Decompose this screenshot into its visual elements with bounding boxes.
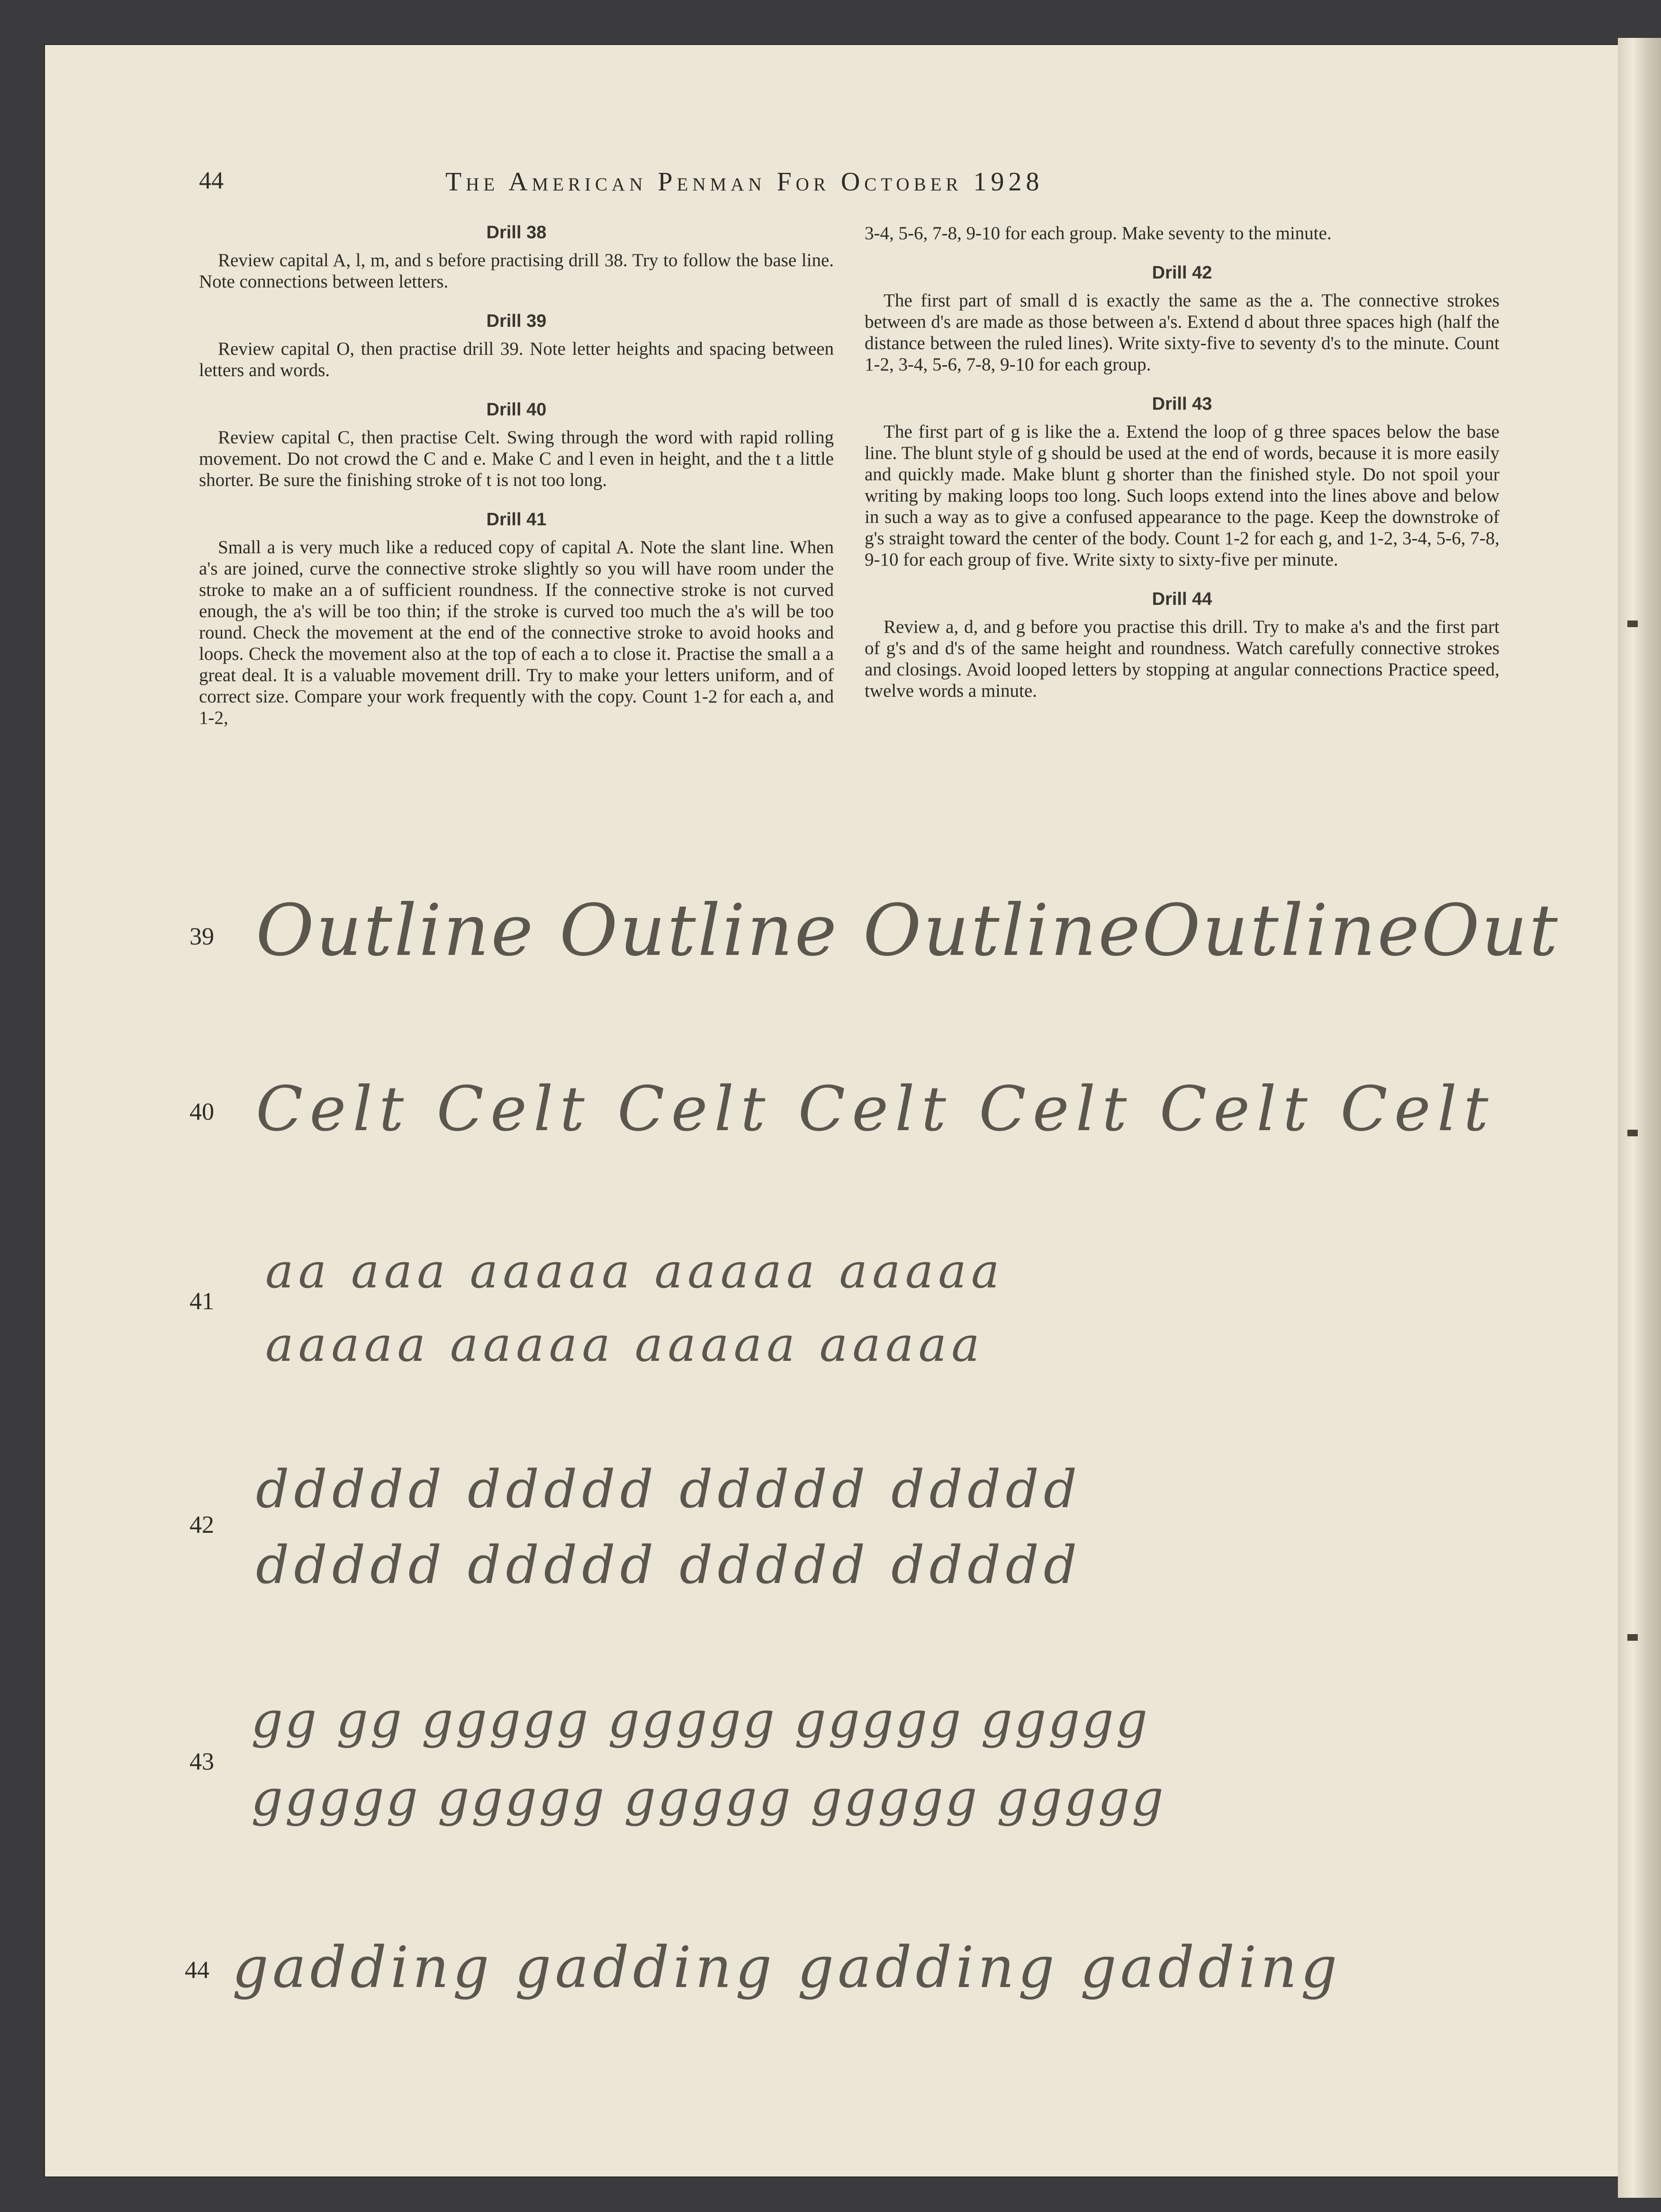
script-line: aaaaa aaaaa aaaaa aaaaa: [265, 1317, 984, 1372]
drill-43-instructions: [865, 394, 1499, 570]
drill-text: Review a, d, and g before you practise this drill. Try to make a's and the first part of g's and d's of the same height and roundness. Watch carefully connective strokes and closings. Avoid looped letters by stopping at angular connections Practice speed, twelve words a minute.: [865, 617, 1499, 701]
drill-heading: Drill 43: [1152, 394, 1212, 414]
script-line: ggggg ggggg ggggg ggggg ggggg: [251, 1769, 1165, 1827]
drill-heading: Drill 39: [486, 311, 547, 331]
drill-41-instructions: [199, 510, 834, 728]
drill-heading: Drill 40: [486, 400, 547, 420]
right-column: [865, 223, 1499, 720]
script-line: ddddd ddddd ddddd ddddd: [256, 1459, 1082, 1520]
drill-heading: Drill 41: [486, 510, 547, 530]
edge-mark: [1627, 620, 1638, 627]
drill-39-instructions: [199, 311, 834, 381]
drill-44-instructions: [865, 589, 1499, 701]
script-line: Outline Outline OutlineOutlineOut: [256, 890, 1560, 972]
script-line: gg gg ggggg ggggg ggggg ggggg: [251, 1691, 1150, 1749]
drill-41-continuation: 3-4, 5-6, 7-8, 9-10 for each group. Make seventy to the minute.: [865, 223, 1332, 243]
edge-mark: [1627, 1634, 1638, 1641]
copy-drill-number: 41: [190, 1288, 214, 1315]
drill-38-instructions: [199, 223, 834, 292]
left-column: [199, 223, 834, 747]
running-head: The American Penman For October 1928: [445, 167, 1044, 197]
drill-text: The first part of g is like the a. Extend the loop of g three spaces below the base line. The blunt style of g should be used at the end of words, because it is more easily and quickly made. Make blunt g shorter than the finished style. Do not spoil your writing by making loops too long. Such loops extend into the lines above and below in such a way as to give a confused appearance to the page. Keep the downstroke of g's straight toward the center of the body. Count 1-2 for each g, and 1-2, 3-4, 5-6, 7-8, 9-10 for each group of five. Write sixty to sixty-five per minute.: [865, 422, 1499, 570]
drill-heading: Drill 38: [486, 223, 547, 243]
edge-mark: [1627, 1130, 1638, 1136]
drill-text: The first part of small d is exactly the same as the a. The connective strokes between d's are made as those between a's. Extend d about three spaces high (half the distance between the ruled lines). Write sixty-five to seventy d's to the minute. Count 1-2, 3-4, 5-6, 7-8, 9-10 for each group.: [865, 290, 1499, 375]
copy-drill-number: 40: [190, 1098, 214, 1125]
drill-heading: Drill 44: [1152, 589, 1212, 609]
drill-42-instructions: [865, 263, 1499, 375]
script-line: ddddd ddddd ddddd ddddd: [256, 1535, 1082, 1595]
copy-drill-number: 43: [190, 1748, 214, 1775]
script-line: aa aaa aaaaa aaaaa aaaaa: [265, 1243, 1004, 1299]
drill-40-instructions: [199, 400, 834, 491]
page-number: 44: [199, 167, 224, 194]
copy-drill-number: 42: [190, 1511, 214, 1538]
drill-text: Review capital C, then practise Celt. Swing through the word with rapid rolling movement. Do not crowd the C and e. Make C and l even in height, and the t a little shorter. Be sure the finishing stroke of t is not too long.: [199, 427, 834, 490]
copy-drill-number: 44: [185, 1957, 209, 1984]
drill-text: Review capital A, l, m, and s before practising drill 38. Try to follow the base line. Note connections between letters.: [199, 250, 834, 292]
copy-drill-number: 39: [190, 923, 214, 950]
script-line: gadding gadding gadding gadding: [232, 1935, 1341, 2001]
drill-heading: Drill 42: [1152, 263, 1212, 283]
page-edge: [1618, 38, 1661, 2198]
script-line: Celt Celt Celt Celt Celt Celt Celt: [256, 1073, 1495, 1145]
drill-text: Review capital O, then practise drill 39. Note letter heights and spacing between letters and words.: [199, 339, 834, 380]
drill-text: Small a is very much like a reduced copy of capital A. Note the slant line. When a's are joined, curve the connective stroke slightly so you will have room under the stroke to make an a of sufficient roundness. If the connective stroke is not curved enough, the a's will be too thin; if the stroke is curved too much the a's will be too round. Check the movement at the end of the connective stroke to avoid hooks and loops. Check the movement also at the top of each a to close it. Practise the small a a great deal. It is a valuable movement drill. Try to make your letters uniform, and of correct size. Compare your work frequently with the copy. Count 1-2 for each a, and 1-2,: [199, 537, 834, 728]
